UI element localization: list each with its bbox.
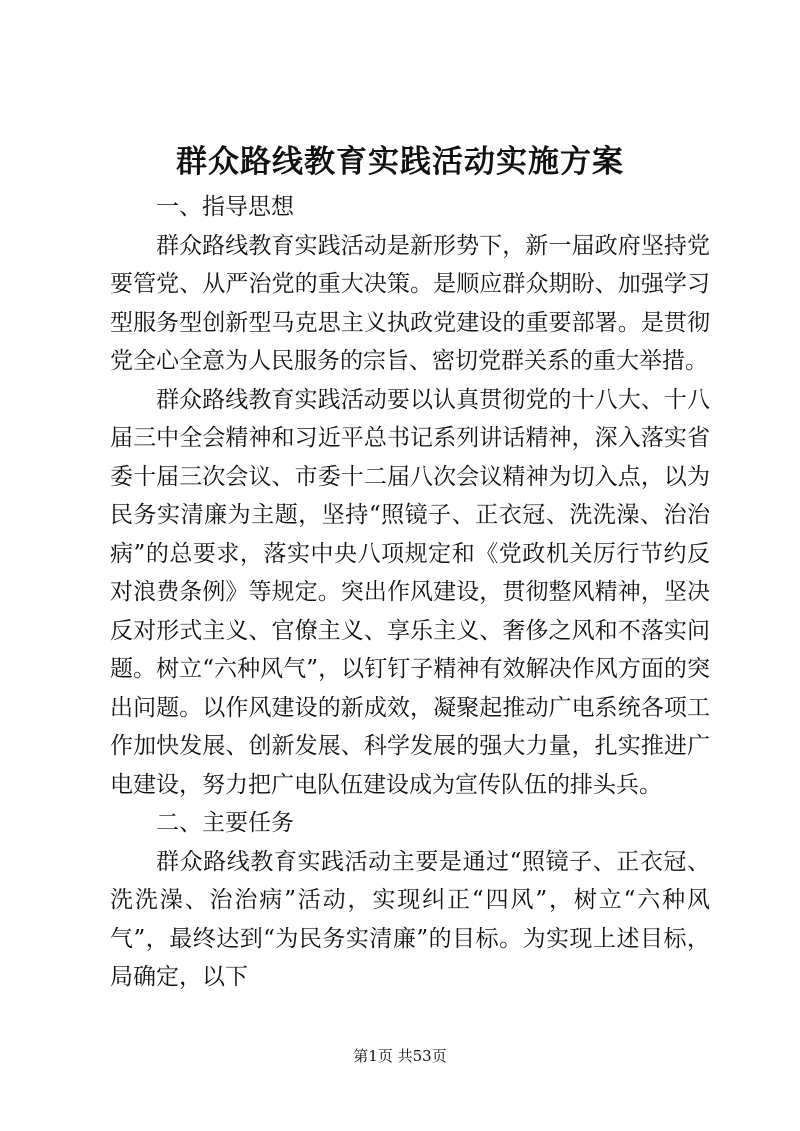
body-paragraph: 群众路线教育实践活动要以认真贯彻党的十八大、十八届三中全会精神和习近平总书记系列讲话精神，深入落实省委十届三次会议、市委十二届八次会议精神为切入点，以为民务实清廉为主题，坚持“照镜子、正衣冠、洗洗澡、治治病”的总要求，落实中央八项规定和《党政机关厉行节约反对浪费条例》等规定。突出作风建设，贯彻整风精神，坚决反对形式主义、官僚主义、享乐主义、奢侈之风和不落实问题。树立“六种风气”，以钉钉子精神有效解决作风方面的突出问题。以作风建设的新成效，凝聚起推动广电系统各项工作加快发展、创新发展、科学发展的强大力量，扎实推进广电建设，努力把广电队伍建设成为宣传队伍的排头兵。 xyxy=(110,386,710,798)
section-heading-guiding-ideology: 一、指导思想 xyxy=(156,194,294,220)
document-body xyxy=(110,188,710,997)
body-paragraph: 群众路线教育实践活动是新形势下，新一届政府坚持党要管党、从严治党的重大决策。是顺应群众期盼、加强学习型服务型创新型马克思主义执政党建设的重要部署。是贯彻党全心全意为人民服务的宗旨、密切党群关系的重大举措。 xyxy=(110,232,710,374)
page-number-footer: 第1页 共53页 xyxy=(353,1047,447,1065)
body-paragraph: 群众路线教育实践活动主要是通过“照镜子、正衣冠、洗洗澡、治治病”活动，实现纠正“四风”，树立“六种风气”，最终达到“为民务实清廉”的目标。为实现上述目标，局确定，以下 xyxy=(110,848,710,990)
section-heading-main-tasks: 二、主要任务 xyxy=(156,810,294,836)
document-title: 群众路线教育实践活动实施方案 xyxy=(176,144,624,180)
